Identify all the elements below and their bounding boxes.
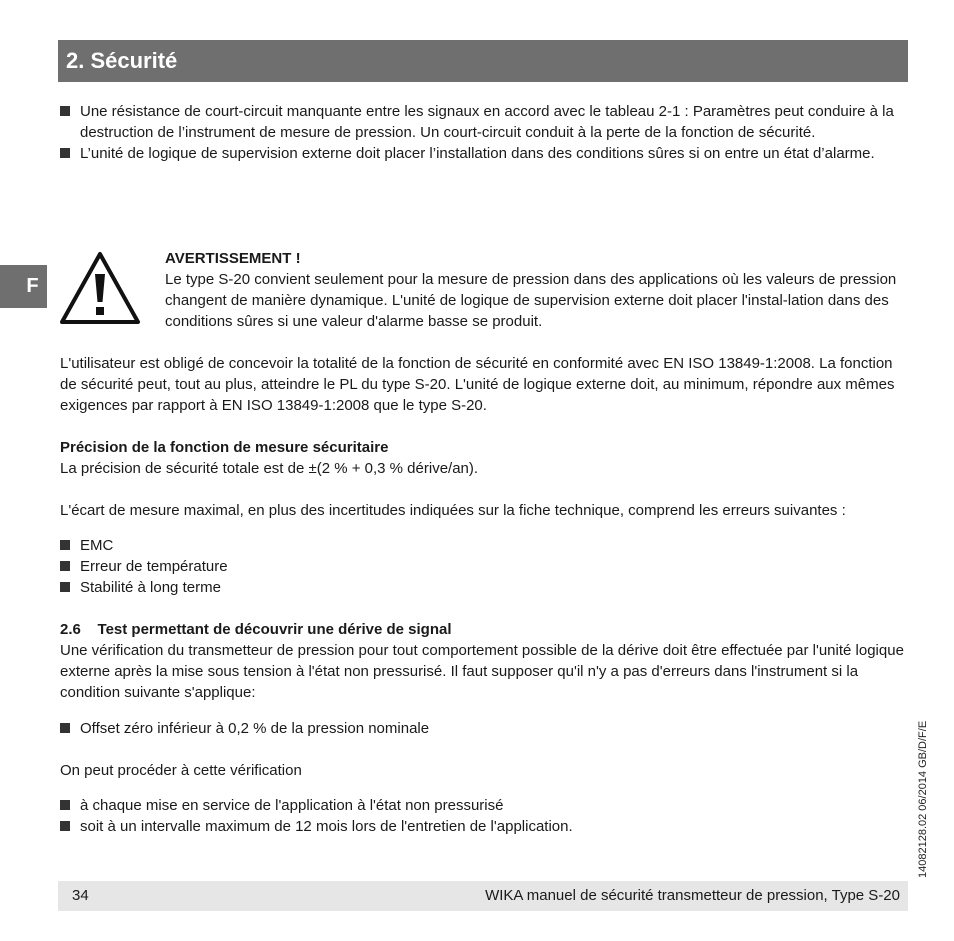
procedure-bullet-list bbox=[60, 795, 910, 837]
precision-section bbox=[60, 437, 910, 479]
list-item: Une résistance de court-circuit manquante entre les signaux en accord avec le tableau 2-1 : Paramètres peut conduire à la destruction de l’instrument de mesure de pression. Un court-circuit conduit à la perte de la fonction de sécurité. bbox=[60, 101, 910, 143]
language-tab-label: F bbox=[26, 275, 39, 297]
errors-paragraph: L'écart de mesure maximal, en plus des incertitudes indiquées sur la fiche technique, comprend les erreurs suivantes : bbox=[60, 502, 846, 519]
drift-test-text: Une vérification du transmetteur de pression pour tout comportement possible de la dérive doit être effectuée par l'unité logique externe après la mise sous tension à l'état non pressurisé. Il faut supposer qu'il n'y a pas d'erreurs dans l'instrument si la condition suivante s'applique: bbox=[60, 642, 904, 701]
drift-test-section bbox=[60, 619, 910, 703]
section-title: 2. Sécurité bbox=[66, 48, 178, 73]
list-item: soit à un intervalle maximum de 12 mois lors de l'entretien de l'application. bbox=[60, 816, 910, 837]
warning-box bbox=[165, 248, 910, 332]
procedure-text: On peut procéder à cette vérification bbox=[60, 762, 302, 779]
warning-title: AVERTISSEMENT ! bbox=[165, 250, 301, 267]
page-footer bbox=[58, 881, 908, 911]
footer-doc-title: WIKA manuel de sécurité transmetteur de pression, Type S-20 bbox=[485, 887, 900, 904]
drift-test-heading: 2.6 Test permettant de découvrir une dérive de signal bbox=[60, 621, 452, 638]
list-item: Stabilité à long terme bbox=[60, 577, 910, 598]
warning-text: Le type S-20 convient seulement pour la mesure de pression dans des applications où les valeurs de pression changent de manière dynamique. L'unité de logique de supervision externe doit placer l'instal-lation dans des conditions sûres si une valeur d'alarme basse se produit. bbox=[165, 271, 897, 330]
document-code: 14082128.02 06/2014 GB/D/F/E bbox=[917, 720, 929, 878]
section-title-bar bbox=[58, 40, 908, 82]
list-item: L’unité de logique de supervision externe doit placer l’installation dans des conditions sûres si on entre un état d’alarme. bbox=[60, 143, 910, 164]
user-obligation-paragraph: L'utilisateur est obligé de concevoir la totalité de la fonction de sécurité en conformité avec EN ISO 13849-1:2008. La fonction de sécurité peut, tout au plus, atteindre le PL du type S-20. L'unité de logique externe doit, au minimum, répondre aux mêmes exigences par rapport à EN ISO 13849-1:2008 que le type S-20. bbox=[60, 355, 895, 414]
precision-heading: Précision de la fonction de mesure sécuritaire bbox=[60, 439, 389, 456]
condition-bullet-list bbox=[60, 718, 910, 739]
list-item: à chaque mise en service de l'application à l'état non pressurisé bbox=[60, 795, 910, 816]
list-item: Erreur de température bbox=[60, 556, 910, 577]
precision-text: La précision de sécurité totale est de ±(2 % + 0,3 % dérive/an). bbox=[60, 460, 479, 477]
language-tab bbox=[0, 265, 47, 308]
list-item: EMC bbox=[60, 535, 910, 556]
list-item: Offset zéro inférieur à 0,2 % de la pression nominale bbox=[60, 718, 910, 739]
intro-bullet-list bbox=[60, 101, 910, 164]
page-number: 34 bbox=[72, 887, 89, 904]
warning-triangle-icon bbox=[58, 250, 142, 326]
error-bullet-list bbox=[60, 535, 910, 598]
